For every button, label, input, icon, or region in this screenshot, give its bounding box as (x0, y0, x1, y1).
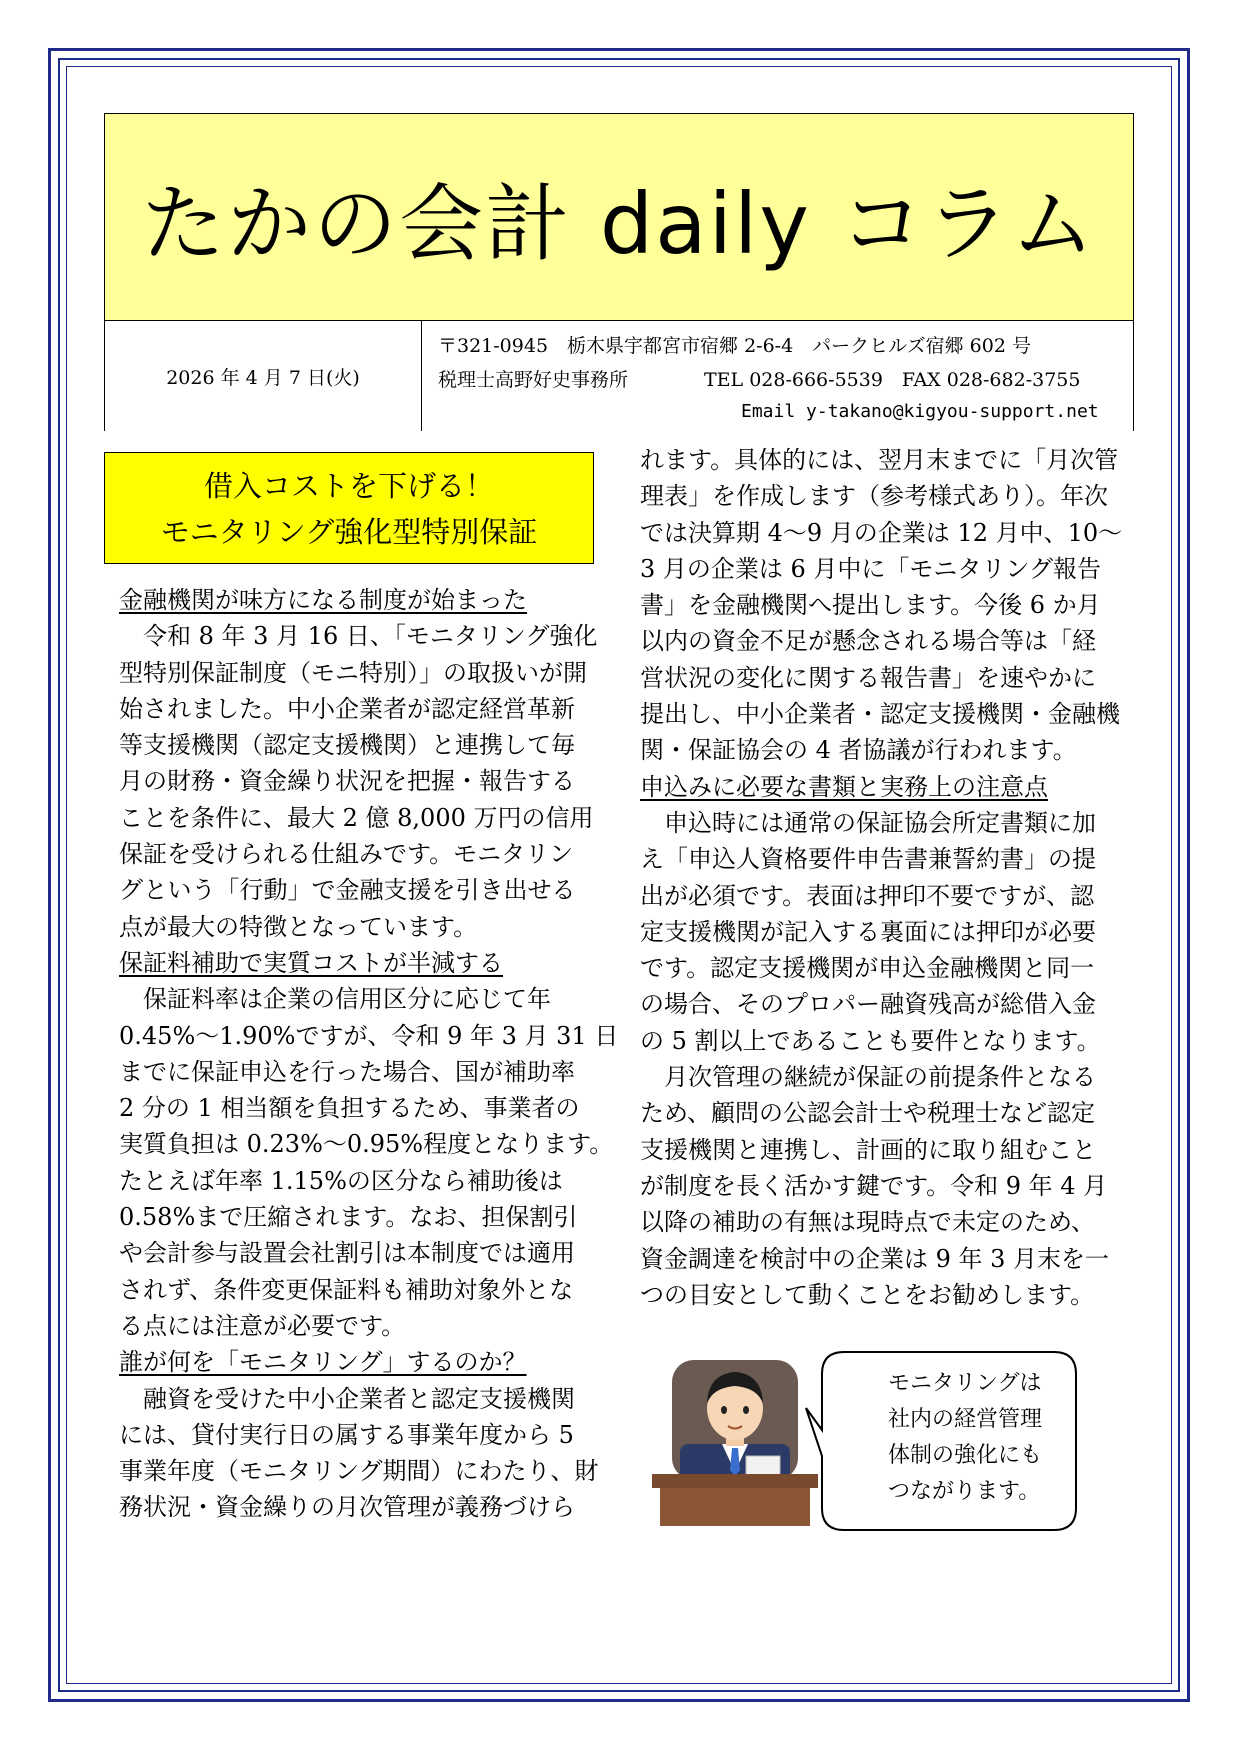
body-text-line: 出が必須です。表面は押印不要ですが、認 (640, 881, 1095, 910)
masthead-info-row (105, 320, 1133, 431)
bubble-line-1: モニタリングは (888, 1371, 1042, 1396)
section-heading-line (640, 769, 1130, 805)
body-text-line: が制度を長く活かす鍵です。令和 9 年 4 月 (640, 1171, 1108, 1200)
body-text-line: 事業年度（モニタリング期間）にわたり、財 (119, 1457, 599, 1486)
office-contact: 税理士高野好史事務所 TEL 028-666-5539 FAX 028-682-3755 (438, 369, 1081, 391)
body-text-line: ため、顧問の公認会計士や税理士など認定 (640, 1099, 1096, 1128)
article-column-left (119, 582, 619, 1526)
body-text-line: 等支援機関（認定支援機関）と連携して毎 (119, 731, 575, 760)
body-text-line: の場合、そのプロパー融資残高が総借入金 (640, 990, 1096, 1019)
body-text-line: 務状況・資金繰りの月次管理が義務づけら (119, 1493, 575, 1522)
body-text-line: 以内の資金不足が懸念される場合等は「経 (640, 627, 1096, 656)
body-text-line: ことを条件に、最大 2 億 8,000 万円の信用 (119, 803, 594, 832)
body-text-line: れます。具体的には、翌月末までに「月次管 (640, 446, 1119, 474)
issue-date: 2026 年 4 月 7 日(火) (105, 321, 422, 431)
bubble-line-3: 体制の強化にも (888, 1443, 1043, 1468)
body-text-line: 3 月の企業は 6 月中に「モニタリング報告 (640, 554, 1101, 583)
body-text-line: 点が最大の特徴となっています。 (119, 912, 478, 941)
office-address: 〒321-0945 栃木県宇都宮市宿郷 2-6-4 パークヒルズ宿郷 602 号 (438, 335, 1031, 357)
body-text-line: の 5 割以上であることも要件となります。 (640, 1026, 1101, 1055)
body-text-line: までに保証申込を行った場合、国が補助率 (119, 1057, 575, 1086)
body-text-line: たとえば年率 1.15%の区分なら補助後は (119, 1166, 563, 1195)
article-column-right (640, 442, 1130, 1313)
desk-front-shape (660, 1488, 810, 1526)
left-eye-shape (721, 1406, 727, 1414)
body-text-line: つの目安として動くことをお勧めします。 (640, 1280, 1095, 1309)
body-text-line: 型特別保証制度（モニ特別）」の取扱いが開 (119, 658, 587, 687)
body-text-line: 保証料率は企業の信用区分に応じて年 (119, 985, 551, 1014)
body-text-line: 関・保証協会の 4 者協議が行われます。 (640, 736, 1077, 765)
section-heading: 金融機関が味方になる制度が始まった (119, 586, 527, 614)
body-text-line: 2 分の 1 相当額を負担するため、事業者の (119, 1094, 580, 1123)
body-text-line: 申込時には通常の保証協会所定書類に加 (640, 808, 1096, 837)
headline-line-2: モニタリング強化型特別保証 (160, 515, 538, 549)
body-text-line: や会計参与設置会社割引は本制度では適用 (119, 1239, 575, 1268)
body-text-line: 融資を受けた中小企業者と認定支援機関 (119, 1384, 575, 1413)
body-text-line: る点には注意が必要です。 (119, 1311, 406, 1340)
section-heading: 申込みに必要な書類と実務上の注意点 (640, 772, 1048, 801)
body-text-line: え「申込人資格要件申告書兼誓約書」の提 (640, 845, 1096, 874)
bubble-line-4: つながります。 (888, 1479, 1041, 1504)
section-heading-line (119, 1344, 619, 1380)
section-heading-line (119, 582, 619, 618)
body-text-line: 理表」を作成します（参考様式あり）。年次 (640, 482, 1108, 511)
body-text-line: 0.58%まで圧縮されます。なお、担保割引 (119, 1203, 578, 1232)
masthead (104, 113, 1134, 431)
body-text-line: 支援機関と連携し、計画的に取り組むこと (640, 1135, 1096, 1164)
body-text-line: 定支援機関が記入する裏面には押印が必要 (640, 917, 1096, 946)
body-text-line: 始されました。中小企業者が認定経営革新 (119, 694, 575, 723)
office-email[interactable]: Email y-takano@kigyou-support.net (741, 401, 1099, 422)
body-text-line: 令和 8 年 3 月 16 日、「モニタリング強化 (119, 622, 598, 651)
body-text-line: では決算期 4～9 月の企業は 12 月中、10～ (640, 518, 1123, 547)
body-text-line: されず、条件変更保証料も補助対象外とな (119, 1275, 574, 1304)
article-headline (104, 452, 594, 564)
section-heading: 保証料補助で実質コストが半減する (119, 948, 503, 977)
headline-line-1: 借入コストを下げる！ (203, 469, 494, 503)
body-text-line: 保証を受けられる仕組みです。モニタリン (119, 840, 574, 869)
body-text-line: 以降の補助の有無は現時点で未定のため、 (640, 1208, 1096, 1237)
body-text-line: 0.45%～1.90%ですが、令和 9 年 3 月 31 日 (119, 1021, 619, 1050)
body-text-line: 月次管理の継続が保証の前提条件となる (640, 1063, 1096, 1092)
section-heading: 誰が何を「モニタリング」するのか？ (119, 1348, 527, 1377)
nameplate-shape (746, 1456, 780, 1476)
speech-bubble-text (888, 1366, 1042, 1510)
businessman-at-desk-illustration (650, 1352, 820, 1528)
body-text-line: 提出し、中小企業者・認定支援機関・金融機 (640, 700, 1120, 729)
body-text-line: 書」を金融機関へ提出します。今後 6 か月 (640, 591, 1101, 620)
desk-top-shape (652, 1474, 818, 1488)
newsletter-title: たかの会計 daily コラム (141, 174, 1097, 273)
bubble-line-2: 社内の経営管理 (888, 1407, 1043, 1432)
body-text-line: 営状況の変化に関する報告書」を速やかに (640, 663, 1096, 692)
body-text-line: 資金調達を検討中の企業は 9 年 3 月末を一 (640, 1244, 1110, 1273)
body-text-line: です。認定支援機関が申込金融機関と同一 (640, 954, 1095, 983)
right-eye-shape (743, 1406, 749, 1414)
body-text-line: には、貸付実行日の属する事業年度から 5 (119, 1420, 574, 1449)
body-text-line: 月の財務・資金繰り状況を把握・報告する (119, 767, 575, 796)
body-text-line: グという「行動」で金融支援を引き出せる (119, 876, 576, 905)
section-heading-line (119, 945, 619, 981)
body-text-line: 実質負担は 0.23%～0.95%程度となります。 (119, 1130, 614, 1159)
